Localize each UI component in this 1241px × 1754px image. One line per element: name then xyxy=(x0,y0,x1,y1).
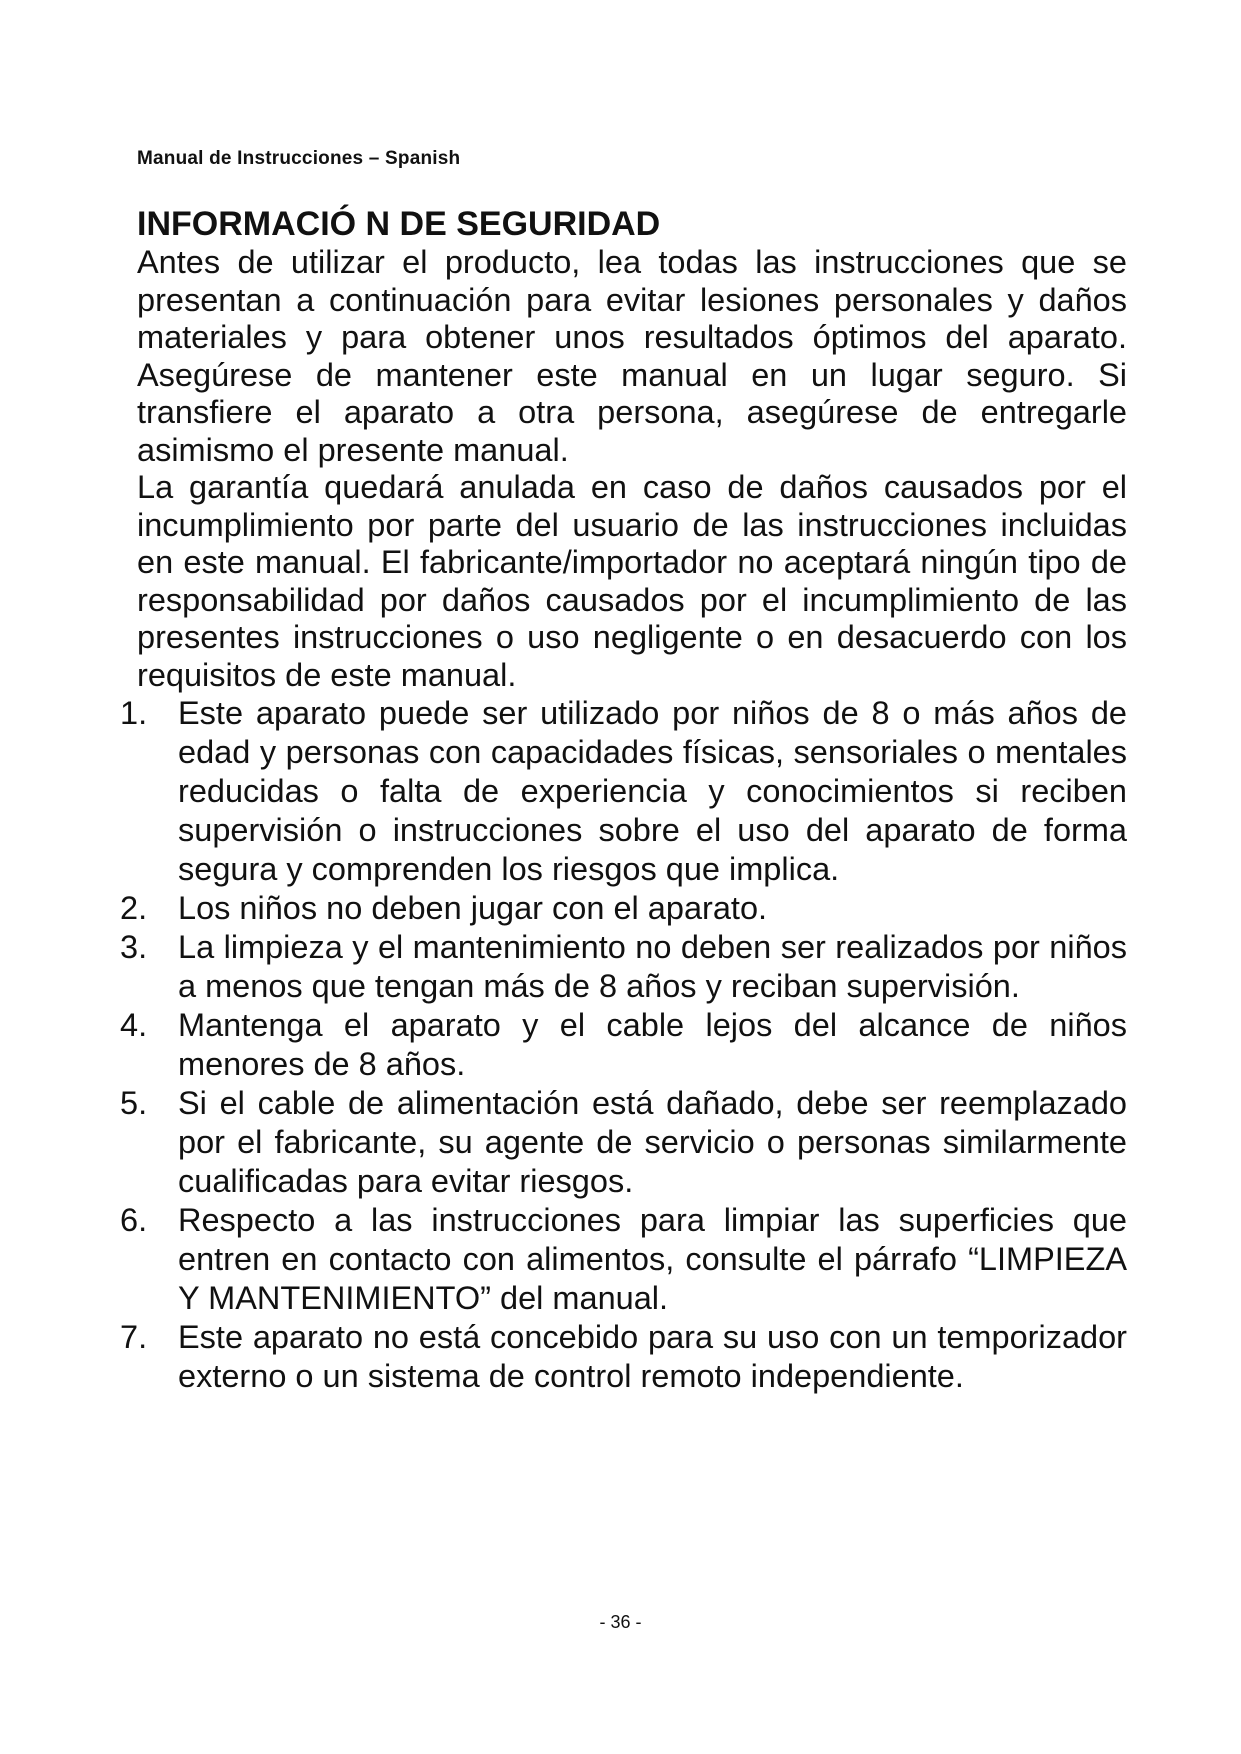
list-item-text: Los niños no deben jugar con el aparato. xyxy=(178,890,768,926)
list-item-number: 2. xyxy=(120,890,148,926)
section-title: INFORMACIÓ N DE SEGURIDAD xyxy=(137,205,661,243)
list-item xyxy=(120,694,1127,889)
list-item-number: 6. xyxy=(120,1202,148,1238)
warranty-paragraph: La garantía quedará anulada en caso de daños causados por el incumplimiento por parte del usuario de las instrucciones incluidas en este manual. El fabricante/importador no aceptará ningún tipo de responsabilidad por daños causados por el incumplimiento de las presentes instrucciones o uso negligente o en desacuerdo con los requisitos de este manual. xyxy=(137,469,1127,693)
list-item xyxy=(120,1006,1127,1084)
list-item xyxy=(120,1201,1127,1318)
safety-list xyxy=(120,694,1127,1396)
list-item xyxy=(120,928,1127,1006)
list-item-number: 4. xyxy=(120,1007,148,1043)
list-item-number: 5. xyxy=(120,1085,148,1121)
list-item-text: Este aparato puede ser utilizado por niños de 8 o más años de edad y personas con capacidades físicas, sensoriales o mentales reducidas o falta de experiencia y conocimientos si reciben supervisión o instrucciones sobre el uso del aparato de forma segura y comprenden los riesgos que implica. xyxy=(178,695,1127,887)
list-item xyxy=(120,1318,1127,1396)
list-item-number: 7. xyxy=(120,1319,148,1355)
list-item-number: 3. xyxy=(120,929,148,965)
list-item-text: Respecto a las instrucciones para limpiar las superficies que entren en contacto con alimentos, consulte el párrafo “LIMPIEZA Y MANTENIMIENTO” del manual. xyxy=(178,1202,1127,1316)
list-item xyxy=(120,889,1127,928)
page-number: - 36 - xyxy=(599,1612,642,1632)
safety-section xyxy=(120,204,1127,1396)
list-item-text: La limpieza y el mantenimiento no deben ser realizados por niños a menos que tengan más de 8 años y reciban supervisión. xyxy=(178,929,1127,1004)
list-item-text: Este aparato no está concebido para su uso con un temporizador externo o un sistema de control remoto independiente. xyxy=(178,1319,1127,1394)
list-item-number: 1. xyxy=(120,695,148,731)
list-item xyxy=(120,1084,1127,1201)
list-item-text: Mantenga el aparato y el cable lejos del alcance de niños menores de 8 años. xyxy=(178,1007,1127,1082)
list-item-text: Si el cable de alimentación está dañado, debe ser reemplazado por el fabricante, su agente de servicio o personas similarmente cualificadas para evitar riesgos. xyxy=(178,1085,1127,1199)
intro-paragraph: Antes de utilizar el producto, lea todas las instrucciones que se presentan a continuación para evitar lesiones personales y daños materiales y para obtener unos resultados óptimos del aparato. Asegúrese de mantener este manual en un lugar seguro. Si transfiere el aparato a otra persona, asegúrese de entregarle asimismo el presente manual. xyxy=(137,244,1127,468)
running-header: Manual de Instrucciones – Spanish xyxy=(137,148,461,169)
